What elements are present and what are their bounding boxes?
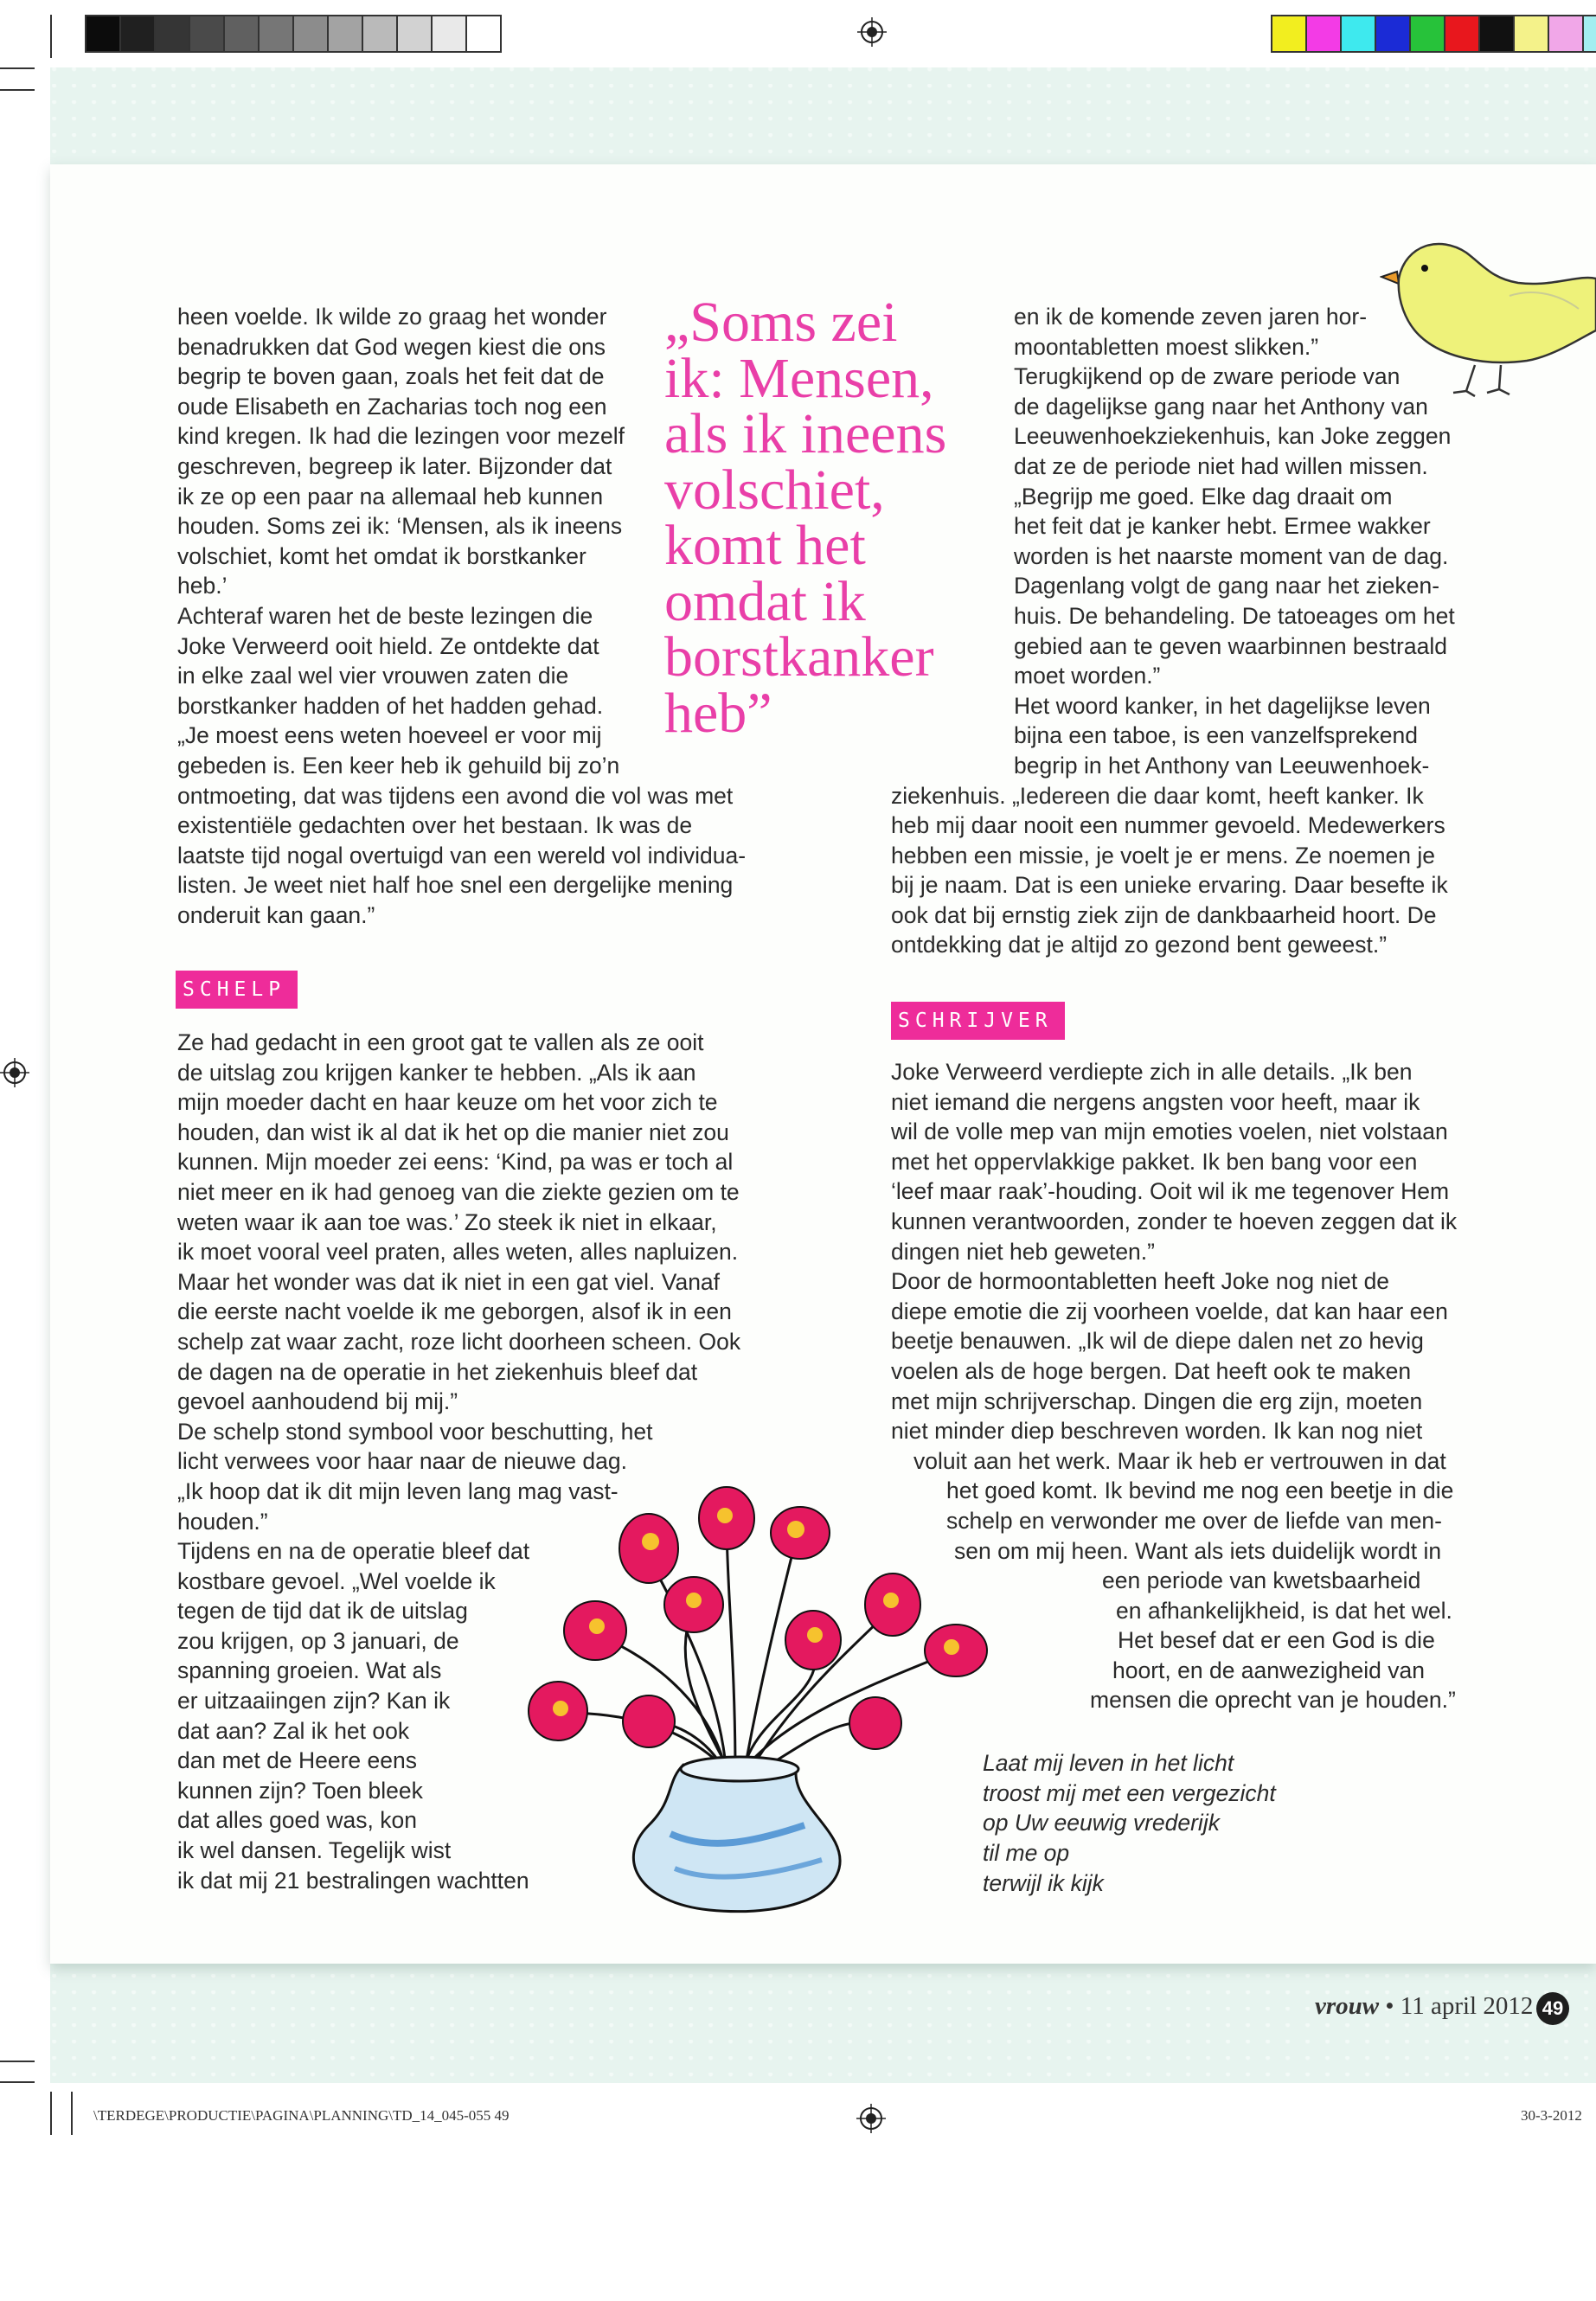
text-line: met mijn schrijverschap. Dingen die erg zijn, moeten bbox=[891, 1388, 1423, 1414]
text-line: dat alles goed was, kon bbox=[177, 1807, 417, 1834]
color-swatch bbox=[1584, 16, 1596, 51]
article-column-2-top bbox=[891, 302, 1455, 960]
text-line: en ik de komende zeven jaren hor- bbox=[1014, 304, 1368, 330]
text-line: Maar het wonder was dat ik niet in een gat viel. Vanaf bbox=[177, 1268, 721, 1295]
text-line: met het oppervlakkige pakket. Ik ben bang voor een bbox=[891, 1148, 1418, 1175]
text-line: borstkanker hadden of het hadden gehad. bbox=[177, 692, 604, 719]
text-line: de dagelijkse gang naar het Anthony van bbox=[1014, 393, 1428, 420]
text-line: voelen als de hoge bergen. Dat heeft ook te maken bbox=[891, 1357, 1412, 1384]
text-line: heb mij daar nooit een nummer gevoeld. Medewerkers bbox=[891, 812, 1445, 839]
text-line: geschreven, begreep ik later. Bijzonder dat bbox=[177, 452, 612, 479]
quote-line: ik: Mensen, bbox=[664, 346, 934, 410]
text-line: moet worden.” bbox=[1014, 663, 1161, 689]
crop-mark bbox=[50, 15, 52, 58]
text-line: ik wel dansen. Tegelijk wist bbox=[177, 1837, 452, 1864]
text-line: schelp zat waar zacht, roze licht doorheen scheen. Ook bbox=[177, 1328, 741, 1355]
text-line: en afhankelijkheid, is dat het wel. bbox=[1116, 1597, 1452, 1624]
text-line: huis. De behandeling. De tatoeages om het bbox=[1014, 602, 1455, 629]
text-line: gebied aan te geven waarbinnen bestraald bbox=[1014, 632, 1447, 659]
text-line: Terugkijkend op de zware periode van bbox=[1014, 363, 1401, 390]
text-line: in elke zaal wel vier vrouwen zaten die bbox=[177, 663, 569, 689]
color-swatch bbox=[1376, 16, 1411, 51]
text-line: Leeuwenhoekziekenhuis, kan Joke zeggen bbox=[1014, 423, 1452, 450]
crop-mark bbox=[0, 2081, 35, 2083]
text-line: Dagenlang volgt de gang naar het zieken- bbox=[1014, 573, 1440, 599]
text-line: ontdekking dat je altijd zo gezond bent geweest.” bbox=[891, 932, 1388, 958]
footer-dateline bbox=[1315, 1992, 1533, 2021]
text-line: houden. Soms zei ik: ‘Mensen, als ik ineens bbox=[177, 513, 623, 540]
text-line: Tijdens en na de operatie bleef dat bbox=[177, 1538, 530, 1565]
text-line: heen voelde. Ik wilde zo graag het wonder bbox=[177, 304, 607, 330]
text-line: ik ze op een paar na allemaal heb kunnen bbox=[177, 483, 604, 510]
text-line: benadrukken dat God wegen kiest die ons bbox=[177, 333, 606, 360]
text-line: volschiet, komt het omdat ik borstkanker bbox=[177, 542, 586, 569]
text-line: dan met de Heere eens bbox=[177, 1747, 417, 1774]
text-line: Het woord kanker, in het dagelijkse leven bbox=[1014, 692, 1431, 719]
article-column-1-top bbox=[177, 302, 746, 930]
text-line: schelp en verwonder me over de liefde van men- bbox=[946, 1507, 1442, 1534]
text-line: het feit dat je kanker hebt. Ermee wakker bbox=[1014, 513, 1431, 540]
quote-line: „Soms zei bbox=[664, 291, 898, 354]
article-column-1-bottom bbox=[177, 1028, 740, 1895]
article-column-2-bottom bbox=[891, 1057, 1457, 1715]
text-line: zou krijgen, op 3 januari, de bbox=[177, 1627, 459, 1654]
text-line: Ze had gedacht in een groot gat te vallen als ze ooit bbox=[177, 1029, 704, 1055]
text-line: voluit aan het werk. Maar ik heb er vertrouwen in dat bbox=[913, 1447, 1446, 1474]
crop-mark bbox=[50, 2092, 52, 2135]
text-line: niet meer en ik had genoeg van die ziekte gezien om te bbox=[177, 1178, 740, 1205]
registration-mark-icon bbox=[857, 17, 887, 47]
text-line: begrip te boven gaan, zoals het feit dat de bbox=[177, 363, 605, 390]
text-line: „Je moest eens weten hoeveel er voor mij bbox=[177, 722, 602, 749]
poem-line: troost mij met een vergezicht bbox=[983, 1779, 1276, 1806]
text-line: niet iemand die nergens angsten voor heeft, maar ik bbox=[891, 1088, 1420, 1115]
print-slug-date: 30-3-2012 bbox=[1521, 2107, 1582, 2124]
color-bar bbox=[1271, 15, 1596, 53]
section-label-schrijver: SCHRIJVER bbox=[891, 1002, 1065, 1040]
gray-swatch bbox=[398, 16, 433, 51]
text-line: „Ik hoop dat ik dit mijn leven lang mag vast- bbox=[177, 1477, 619, 1504]
text-line: Door de hormoontabletten heeft Joke nog niet de bbox=[891, 1268, 1390, 1295]
print-slug-path: \TERDEGE\PRODUCTIE\PAGINA\PLANNING\TD_14_045-055 49 bbox=[93, 2107, 510, 2124]
text-line: dingen niet heb geweten.” bbox=[891, 1238, 1155, 1265]
text-line: een periode van kwetsbaarheid bbox=[1102, 1567, 1421, 1594]
text-line: weten waar ik aan toe was.’ Zo steek ik niet in elkaar, bbox=[177, 1208, 717, 1235]
registration-mark-icon bbox=[856, 2104, 886, 2133]
quote-line: omdat ik bbox=[664, 569, 866, 633]
poem-line: terwijl ik kijk bbox=[983, 1869, 1104, 1896]
crop-mark bbox=[0, 2061, 35, 2062]
text-line: oude Elisabeth en Zacharias toch nog een bbox=[177, 393, 607, 420]
gray-swatch bbox=[467, 16, 500, 51]
text-line: begrip in het Anthony van Leeuwenhoek- bbox=[1014, 752, 1430, 779]
text-line: het goed komt. Ik bevind me nog een beetje in die bbox=[946, 1477, 1454, 1504]
gray-swatch bbox=[225, 16, 260, 51]
quote-line: als ik ineens bbox=[664, 402, 947, 465]
text-line: kunnen. Mijn moeder zei eens: ‘Kind, pa was er toch al bbox=[177, 1149, 734, 1176]
grayscale-bar bbox=[85, 15, 502, 53]
gray-swatch bbox=[260, 16, 294, 51]
text-line: Joke Verweerd ooit hield. Ze ontdekte dat bbox=[177, 632, 599, 659]
quote-line: volschiet, bbox=[664, 458, 885, 522]
text-line: Het besef dat er een God is die bbox=[1118, 1627, 1435, 1654]
text-line: niet minder diep beschreven worden. Ik kan nog niet bbox=[891, 1418, 1423, 1445]
color-swatch bbox=[1445, 16, 1480, 51]
poem bbox=[983, 1748, 1276, 1899]
gray-swatch bbox=[190, 16, 225, 51]
issue-date: 11 april 2012 bbox=[1400, 1992, 1534, 2020]
text-line: spanning groeien. Wat als bbox=[177, 1657, 442, 1684]
page-number: 49 bbox=[1536, 1992, 1569, 2025]
color-swatch bbox=[1549, 16, 1584, 51]
text-line: bijna een taboe, is een vanzelfsprekend bbox=[1014, 722, 1419, 749]
text-line: ziekenhuis. „Iedereen die daar komt, heeft kanker. Ik bbox=[891, 782, 1424, 809]
text-line: licht verwees voor haar naar de nieuwe dag. bbox=[177, 1448, 627, 1475]
gray-swatch bbox=[329, 16, 363, 51]
color-swatch bbox=[1307, 16, 1342, 51]
text-line: „Begrijp me goed. Elke dag draait om bbox=[1014, 483, 1393, 510]
text-line: ‘leef maar raak’-houding. Ooit wil ik me tegenover Hem bbox=[891, 1178, 1450, 1205]
text-line: laatste tijd nogal overtuigd van een wereld vol individua- bbox=[177, 842, 747, 868]
color-swatch bbox=[1411, 16, 1445, 51]
text-line: mensen die oprecht van je houden.” bbox=[1090, 1687, 1456, 1714]
gray-swatch bbox=[363, 16, 398, 51]
text-line: hoort, en de aanwezigheid van bbox=[1112, 1657, 1425, 1683]
text-line: dat ze de periode niet had willen missen. bbox=[1014, 452, 1428, 479]
text-line: bij je naam. Dat is een unieke ervaring. Daar besefte ik bbox=[891, 872, 1448, 899]
text-line: kunnen verantwoorden, zonder te hoeven zeggen dat ik bbox=[891, 1208, 1458, 1234]
text-line: ik moet vooral veel praten, alles weten, alles napluizen. bbox=[177, 1239, 739, 1266]
quote-line: komt het bbox=[664, 514, 866, 577]
text-line: houden, dan wist ik al dat ik het op die manier niet zou bbox=[177, 1118, 729, 1145]
text-line: De schelp stond symbool voor beschutting, het bbox=[177, 1418, 653, 1445]
magazine-name: vrouw bbox=[1315, 1992, 1380, 2020]
text-line: Joke Verweerd verdiepte zich in alle details. „Ik ben bbox=[891, 1059, 1413, 1085]
text-line: gebeden is. Een keer heb ik gehuild bij zo’n bbox=[177, 752, 620, 779]
color-swatch bbox=[1342, 16, 1376, 51]
gray-swatch bbox=[433, 16, 467, 51]
text-line: ook dat bij ernstig ziek zijn de dankbaarheid hoort. De bbox=[891, 901, 1437, 928]
crop-mark bbox=[0, 89, 35, 91]
poem-line: Laat mij leven in het licht bbox=[983, 1750, 1234, 1776]
color-swatch bbox=[1480, 16, 1515, 51]
text-line: kostbare gevoel. „Wel voelde ik bbox=[177, 1567, 496, 1594]
color-swatch bbox=[1272, 16, 1307, 51]
text-line: existentiële gedachten over het bestaan. Ik was de bbox=[177, 812, 693, 839]
gray-swatch bbox=[156, 16, 190, 51]
text-line: gevoel aanhoudend bij mij.” bbox=[177, 1388, 458, 1415]
crop-mark bbox=[71, 2092, 73, 2135]
text-line: Achteraf waren het de beste lezingen die bbox=[177, 602, 593, 629]
text-line: hebben een missie, je voelt je er mens. Ze noemen je bbox=[891, 842, 1435, 868]
section-label-schelp: SCHELP bbox=[176, 971, 298, 1009]
text-line: kunnen zijn? Toen bleek bbox=[177, 1777, 423, 1804]
text-line: onderuit kan gaan.” bbox=[177, 901, 375, 928]
text-line: heb.’ bbox=[177, 573, 228, 599]
gray-swatch bbox=[121, 16, 156, 51]
text-line: ik dat mij 21 bestralingen wachtten bbox=[177, 1867, 529, 1894]
text-line: wil de volle mep van mijn emoties voelen, niet volstaan bbox=[891, 1118, 1448, 1145]
color-swatch bbox=[1515, 16, 1549, 51]
text-line: diepe emotie die zij voorheen voelde, dat kan haar een bbox=[891, 1298, 1448, 1324]
text-line: beetje benauwen. „Ik wil de diepe dalen net zo hevig bbox=[891, 1328, 1424, 1355]
text-line: tegen de tijd dat ik de uitslag bbox=[177, 1598, 468, 1625]
text-line: ontmoeting, dat was tijdens een avond die vol was met bbox=[177, 782, 734, 809]
text-line: kind kregen. Ik had die lezingen voor mezelf bbox=[177, 423, 625, 450]
crop-mark bbox=[0, 67, 35, 69]
text-line: mijn moeder dacht en haar keuze om het voor zich te bbox=[177, 1089, 718, 1116]
poem-line: til me op bbox=[983, 1840, 1070, 1867]
text-line: moontabletten moest slikken.” bbox=[1014, 333, 1319, 360]
text-line: er uitzaaiingen zijn? Kan ik bbox=[177, 1688, 451, 1715]
registration-mark-icon bbox=[0, 1058, 29, 1087]
text-line: listen. Je weet niet half hoe snel een dergelijke mening bbox=[177, 872, 734, 899]
text-line: de dagen na de operatie in het ziekenhuis bleef dat bbox=[177, 1358, 698, 1385]
gray-swatch bbox=[294, 16, 329, 51]
text-line: dat aan? Zal ik het ook bbox=[177, 1717, 410, 1744]
footer-separator: • bbox=[1385, 1992, 1394, 2020]
text-line: sen om mij heen. Want als iets duidelijk wordt in bbox=[954, 1537, 1442, 1564]
text-line: die eerste nacht voelde ik me geborgen, alsof ik in een bbox=[177, 1298, 732, 1325]
text-line: houden.” bbox=[177, 1508, 268, 1535]
text-line: de uitslag zou krijgen kanker te hebben. „Als ik aan bbox=[177, 1059, 696, 1086]
text-line: worden is het naarste moment van de dag. bbox=[1014, 542, 1449, 569]
quote-line: borstkanker bbox=[664, 625, 934, 689]
poem-line: op Uw eeuwig vrederijk bbox=[983, 1810, 1220, 1836]
quote-line: heb” bbox=[664, 681, 772, 745]
gray-swatch bbox=[87, 16, 121, 51]
